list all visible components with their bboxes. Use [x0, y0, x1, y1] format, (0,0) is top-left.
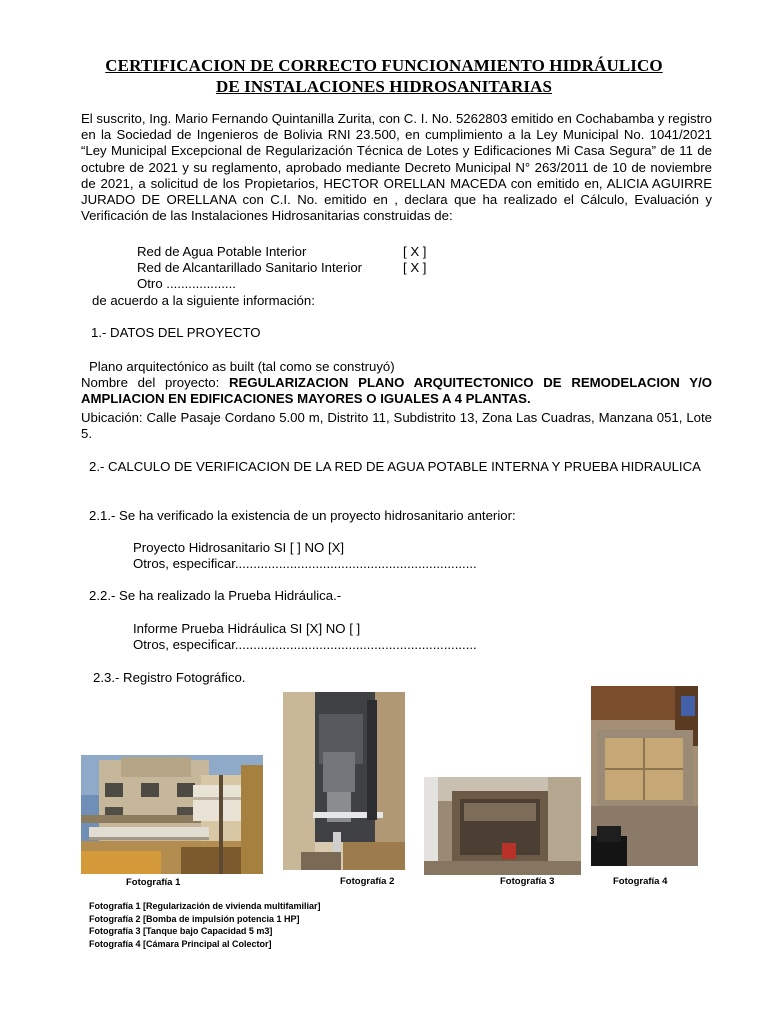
- photo-legend: [89, 900, 321, 950]
- photo-legend-item-2: Fotografía 2 [Bomba de impulsión potencia 1 HP]: [89, 913, 300, 924]
- question-2-2: 2.2.- Se ha realizado la Prueba Hidráulica.-: [89, 588, 342, 603]
- section-1-heading: 1.- DATOS DEL PROYECTO: [91, 325, 261, 340]
- plan-type-text: Plano arquitectónico as built (tal como se construyó): [89, 359, 395, 374]
- location-text: Ubicación: Calle Pasaje Cordano 5.00 m, Distrito 11, Subdistrito 13, Zona Las Cuadras, Manzana 051, Lote 5.: [81, 410, 712, 441]
- photo-1-caption: Fotografía 1: [126, 877, 181, 888]
- photo-2-pump: [283, 692, 405, 870]
- document-title-line-1: CERTIFICACION DE CORRECTO FUNCIONAMIENTO HIDRÁULICO: [105, 56, 663, 75]
- checklist-item-potable-water: Red de Agua Potable Interior: [137, 244, 307, 259]
- photo-1-building: [81, 755, 263, 874]
- intro-paragraph: El suscrito, Ing. Mario Fernando Quintanilla Zurita, con C. I. No. 5262803 emitido en Cochabamba y registro en la Sociedad de Ingenieros de Bolivia RNI 23.500, en cumplimiento a la Ley Municipal No. 1041/2021 “Ley Municipal Excepcional de Regularización Técnica de Lotes y Edificaciones Mi Casa Segura” de 11 de octubre de 2021 y su reglamento, aprobado mediante Decreto Municipal N° 263/2011 de 10 de noviembre de 2021, a solicitud de los Propietarios, HECTOR ORELLAN MACEDA con emitido en, ALICIA AGUIRRE JURADO DE ORELLANA con C.I. No. emitido en , declara que ha realizado el Cálculo, Evaluación y Verificación de las Instalaciones Hidrosanitarias construidas de:: [81, 111, 712, 224]
- hydrosanitary-project-answer: Proyecto Hidrosanitario SI [ ] NO [X]: [133, 540, 345, 555]
- project-name-label: Nombre del proyecto:: [81, 375, 230, 390]
- photo-4-caption: Fotografía 4: [613, 876, 668, 887]
- photo-legend-item-1: Fotografía 1 [Regularización de vivienda multifamiliar]: [89, 901, 321, 911]
- photo-3-caption: Fotografía 3: [500, 876, 555, 887]
- hydrosanitary-other-field: Otros, especificar..................................................................: [133, 556, 477, 571]
- project-name-value: REGULARIZACION PLANO ARQUITECTONICO DE REMODELACION Y/O AMPLIACION EN EDIFICACIONES MAYORES O IGUALES A 4 PLANTAS.: [81, 375, 712, 406]
- section-2-heading: 2.- CALCULO DE VERIFICACION DE LA RED DE AGUA POTABLE INTERNA Y PRUEBA HIDRAULICA: [89, 459, 701, 474]
- hydraulic-test-answer: Informe Prueba Hidráulica SI [X] NO [ ]: [133, 621, 361, 636]
- checklist-mark-sewer: [ X ]: [403, 260, 427, 275]
- question-2-1: 2.1.- Se ha verificado la existencia de un proyecto hidrosanitario anterior:: [89, 508, 516, 523]
- photo-2-caption: Fotografía 2: [340, 876, 395, 887]
- checklist-item-other: Otro ...................: [137, 276, 236, 291]
- photo-3-tank: [424, 777, 581, 875]
- according-text: de acuerdo a la siguiente información:: [92, 293, 315, 308]
- photo-legend-item-3: Fotografía 3 [Tanque bajo Capacidad 5 m3]: [89, 926, 273, 936]
- hydraulic-test-other-field: Otros, especificar..................................................................: [133, 637, 477, 652]
- checklist-mark-potable-water: [ X ]: [403, 244, 427, 259]
- checklist-item-sewer: Red de Alcantarillado Sanitario Interior: [137, 260, 363, 275]
- project-name-paragraph: [81, 375, 712, 407]
- photo-legend-item-4: Fotografía 4 [Cámara Principal al Colector]: [89, 938, 272, 949]
- question-2-3: 2.3.- Registro Fotográfico.: [93, 670, 246, 685]
- document-title-line-2: DE INSTALACIONES HIDROSANITARIAS: [215, 77, 553, 96]
- photo-4-chamber: [591, 686, 698, 866]
